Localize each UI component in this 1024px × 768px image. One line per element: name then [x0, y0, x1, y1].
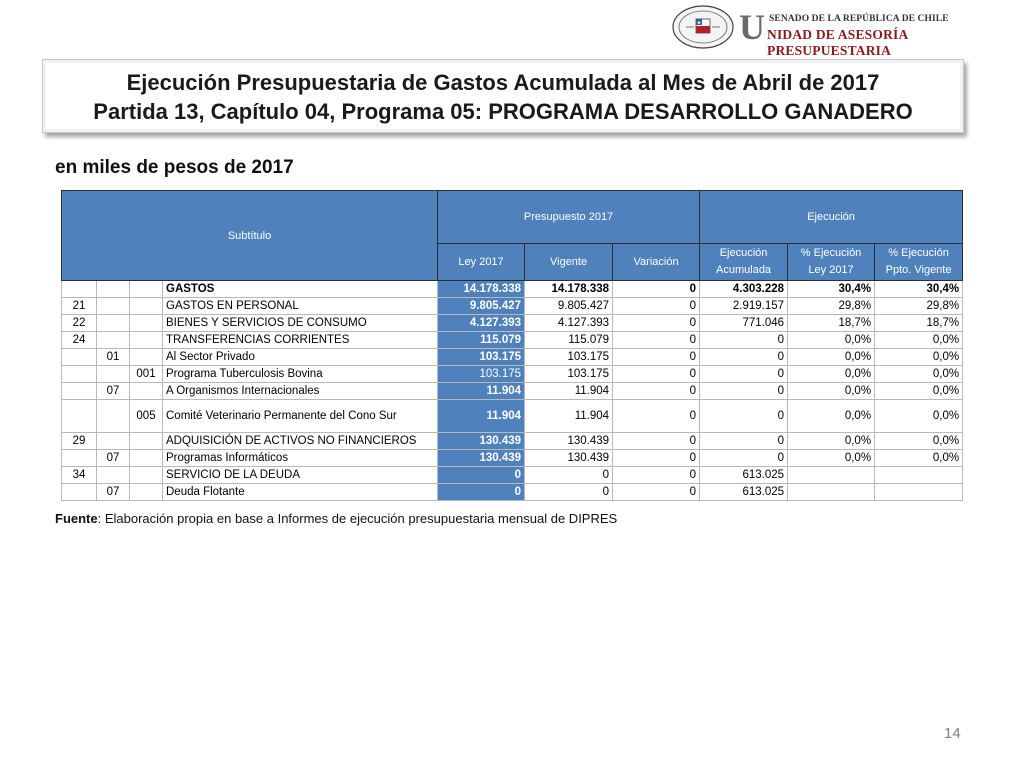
title-line-2: Partida 13, Capítulo 04, Programa 05: PROGRAMA DESARROLLO GANADERO: [93, 99, 913, 124]
header-pct-ley-line1: % Ejecución: [800, 247, 862, 259]
cell-ejecucion: 0: [700, 400, 788, 433]
cell-asignacion: [130, 298, 163, 315]
header-variacion: Variación: [613, 244, 700, 281]
cell-pct-ley: 0,0%: [788, 366, 875, 383]
cell-subtitulo: 22: [62, 315, 97, 332]
cell-vigente: 0: [525, 467, 613, 484]
cell-denominacion: Comité Veterinario Permanente del Cono Sur: [163, 400, 438, 433]
cell-subtitulo: 24: [62, 332, 97, 349]
cell-ejecucion: 0: [700, 433, 788, 450]
cell-ejecucion: 4.303.228: [700, 281, 788, 298]
cell-item: [97, 400, 130, 433]
header-subtitulo: Subtítulo: [62, 191, 438, 281]
table-row: [62, 467, 963, 484]
header-ejec-acum-line2: Acumulada: [716, 264, 772, 276]
logo-initial: U: [739, 7, 765, 47]
cell-asignacion: [130, 383, 163, 400]
cell-vigente: 14.178.338: [525, 281, 613, 298]
header-pct-vig-line2: Ppto. Vigente: [885, 264, 952, 276]
cell-ley: 9.805.427: [438, 298, 525, 315]
cell-pct-vigente: 0,0%: [875, 400, 963, 433]
cell-variacion: 0: [613, 484, 700, 501]
header-ejecucion: Ejecución: [700, 191, 963, 244]
cell-pct-ley: 0,0%: [788, 383, 875, 400]
cell-item: [97, 467, 130, 484]
cell-denominacion: ADQUISICIÓN DE ACTIVOS NO FINANCIEROS: [163, 433, 438, 450]
cell-denominacion: Deuda Flotante: [163, 484, 438, 501]
cell-denominacion: Programas Informáticos: [163, 450, 438, 467]
cell-item: [97, 332, 130, 349]
cell-variacion: 0: [613, 281, 700, 298]
cell-ley: 11.904: [438, 383, 525, 400]
table-row: [62, 349, 963, 366]
cell-pct-ley: 29,8%: [788, 298, 875, 315]
cell-asignacion: [130, 484, 163, 501]
cell-pct-vigente: 0,0%: [875, 366, 963, 383]
cell-asignacion: [130, 349, 163, 366]
cell-variacion: 0: [613, 366, 700, 383]
table-row: [62, 383, 963, 400]
cell-ley: 0: [438, 467, 525, 484]
cell-pct-vigente: [875, 467, 963, 484]
cell-ley: 0: [438, 484, 525, 501]
cell-variacion: 0: [613, 450, 700, 467]
cell-denominacion: SERVICIO DE LA DEUDA: [163, 467, 438, 484]
table-row: [62, 298, 963, 315]
cell-ley: 103.175: [438, 349, 525, 366]
cell-vigente: 9.805.427: [525, 298, 613, 315]
units-label: en miles de pesos de 2017: [55, 157, 294, 178]
cell-ejecucion: 2.919.157: [700, 298, 788, 315]
cell-ejecucion: 771.046: [700, 315, 788, 332]
cell-subtitulo: [62, 281, 97, 298]
cell-vigente: 103.175: [525, 366, 613, 383]
header-pct-vig-line1: % Ejecución: [888, 247, 949, 259]
cell-item: [97, 433, 130, 450]
cell-subtitulo: [62, 383, 97, 400]
cell-subtitulo: [62, 349, 97, 366]
cell-asignacion: [130, 467, 163, 484]
cell-denominacion: TRANSFERENCIAS CORRIENTES: [163, 332, 438, 349]
header-vigente: Vigente: [525, 244, 613, 281]
cell-asignacion: [130, 332, 163, 349]
cell-pct-vigente: 0,0%: [875, 332, 963, 349]
cell-ejecucion: 0: [700, 366, 788, 383]
header-ejecucion-acumulada: [700, 244, 788, 281]
cell-asignacion: 001: [130, 366, 163, 383]
cell-ejecucion: 613.025: [700, 484, 788, 501]
cell-pct-ley: 0,0%: [788, 450, 875, 467]
cell-pct-vigente: 30,4%: [875, 281, 963, 298]
cell-vigente: 11.904: [525, 383, 613, 400]
cell-ejecucion: 0: [700, 332, 788, 349]
cell-pct-vigente: 0,0%: [875, 450, 963, 467]
cell-pct-vigente: 0,0%: [875, 383, 963, 400]
table-row: [62, 433, 963, 450]
cell-pct-ley: 0,0%: [788, 332, 875, 349]
cell-pct-ley: 0,0%: [788, 433, 875, 450]
cell-vigente: 11.904: [525, 400, 613, 433]
cell-denominacion: BIENES Y SERVICIOS DE CONSUMO: [163, 315, 438, 332]
cell-vigente: 0: [525, 484, 613, 501]
cell-denominacion: Programa Tuberculosis Bovina: [163, 366, 438, 383]
cell-vigente: 103.175: [525, 349, 613, 366]
senado-seal-icon: [672, 5, 734, 49]
source-label: Fuente: [55, 511, 98, 526]
table-row: [62, 281, 963, 298]
cell-asignacion: [130, 433, 163, 450]
header-ley: Ley 2017: [438, 244, 525, 281]
cell-vigente: 130.439: [525, 433, 613, 450]
table-row: [62, 315, 963, 332]
cell-pct-vigente: 0,0%: [875, 349, 963, 366]
cell-subtitulo: 21: [62, 298, 97, 315]
cell-variacion: 0: [613, 315, 700, 332]
cell-ley: 11.904: [438, 400, 525, 433]
cell-ley: 103.175: [438, 366, 525, 383]
cell-item: [97, 281, 130, 298]
cell-ley: 115.079: [438, 332, 525, 349]
cell-pct-ley: 0,0%: [788, 349, 875, 366]
logo-senado-text: SENADO DE LA REPÚBLICA DE CHILE: [769, 14, 949, 24]
table-row: [62, 366, 963, 383]
cell-pct-vigente: 0,0%: [875, 433, 963, 450]
cell-item: 07: [97, 484, 130, 501]
header-pct-vigente: [875, 244, 963, 281]
senado-logo: [672, 5, 1012, 58]
source-note: [55, 511, 617, 526]
cell-ejecucion: 0: [700, 349, 788, 366]
cell-pct-ley: [788, 484, 875, 501]
table-row: [62, 450, 963, 467]
cell-ejecucion: 0: [700, 383, 788, 400]
header-pct-ley-line2: Ley 2017: [808, 264, 854, 276]
cell-denominacion: A Organismos Internacionales: [163, 383, 438, 400]
cell-pct-ley: 30,4%: [788, 281, 875, 298]
cell-ejecucion: 0: [700, 450, 788, 467]
cell-vigente: 115.079: [525, 332, 613, 349]
cell-pct-ley: [788, 467, 875, 484]
cell-asignacion: [130, 315, 163, 332]
header-presupuesto: Presupuesto 2017: [438, 191, 700, 244]
cell-variacion: 0: [613, 467, 700, 484]
cell-vigente: 4.127.393: [525, 315, 613, 332]
cell-denominacion: GASTOS: [163, 281, 438, 298]
cell-item: 07: [97, 450, 130, 467]
table-row: [62, 332, 963, 349]
cell-denominacion: GASTOS EN PERSONAL: [163, 298, 438, 315]
cell-denominacion: Al Sector Privado: [163, 349, 438, 366]
cell-vigente: 130.439: [525, 450, 613, 467]
cell-subtitulo: [62, 366, 97, 383]
cell-ley: 14.178.338: [438, 281, 525, 298]
cell-item: 01: [97, 349, 130, 366]
cell-pct-vigente: 29,8%: [875, 298, 963, 315]
cell-pct-ley: 0,0%: [788, 400, 875, 433]
cell-item: [97, 298, 130, 315]
header-pct-ley: [788, 244, 875, 281]
cell-variacion: 0: [613, 433, 700, 450]
cell-variacion: 0: [613, 383, 700, 400]
cell-subtitulo: 29: [62, 433, 97, 450]
cell-subtitulo: 34: [62, 467, 97, 484]
cell-item: [97, 315, 130, 332]
cell-ejecucion: 613.025: [700, 467, 788, 484]
title-line-1: Ejecución Presupuestaria de Gastos Acumulada al Mes de Abril de 2017: [126, 70, 880, 95]
cell-ley: 130.439: [438, 433, 525, 450]
cell-asignacion: [130, 450, 163, 467]
cell-item: 07: [97, 383, 130, 400]
cell-subtitulo: [62, 450, 97, 467]
table-row: [62, 484, 963, 501]
cell-variacion: 0: [613, 298, 700, 315]
cell-item: [97, 366, 130, 383]
source-text: : Elaboración propia en base a Informes de ejecución presupuestaria mensual de DIPRES: [97, 511, 618, 526]
cell-pct-vigente: 18,7%: [875, 315, 963, 332]
logo-unidad-text: NIDAD DE ASESORÍA PRESUPUESTARIA: [767, 27, 908, 58]
title-box: [42, 59, 964, 133]
cell-subtitulo: [62, 484, 97, 501]
cell-asignacion: 005: [130, 400, 163, 433]
cell-ley: 130.439: [438, 450, 525, 467]
cell-subtitulo: [62, 400, 97, 433]
cell-variacion: 0: [613, 400, 700, 433]
cell-variacion: 0: [613, 349, 700, 366]
cell-variacion: 0: [613, 332, 700, 349]
header-ejec-acum-line1: Ejecución: [719, 247, 768, 259]
page-number: 14: [944, 725, 961, 742]
cell-pct-ley: 18,7%: [788, 315, 875, 332]
cell-asignacion: [130, 281, 163, 298]
budget-table: [61, 190, 963, 501]
cell-pct-vigente: [875, 484, 963, 501]
cell-ley: 4.127.393: [438, 315, 525, 332]
table-row: [62, 400, 963, 433]
